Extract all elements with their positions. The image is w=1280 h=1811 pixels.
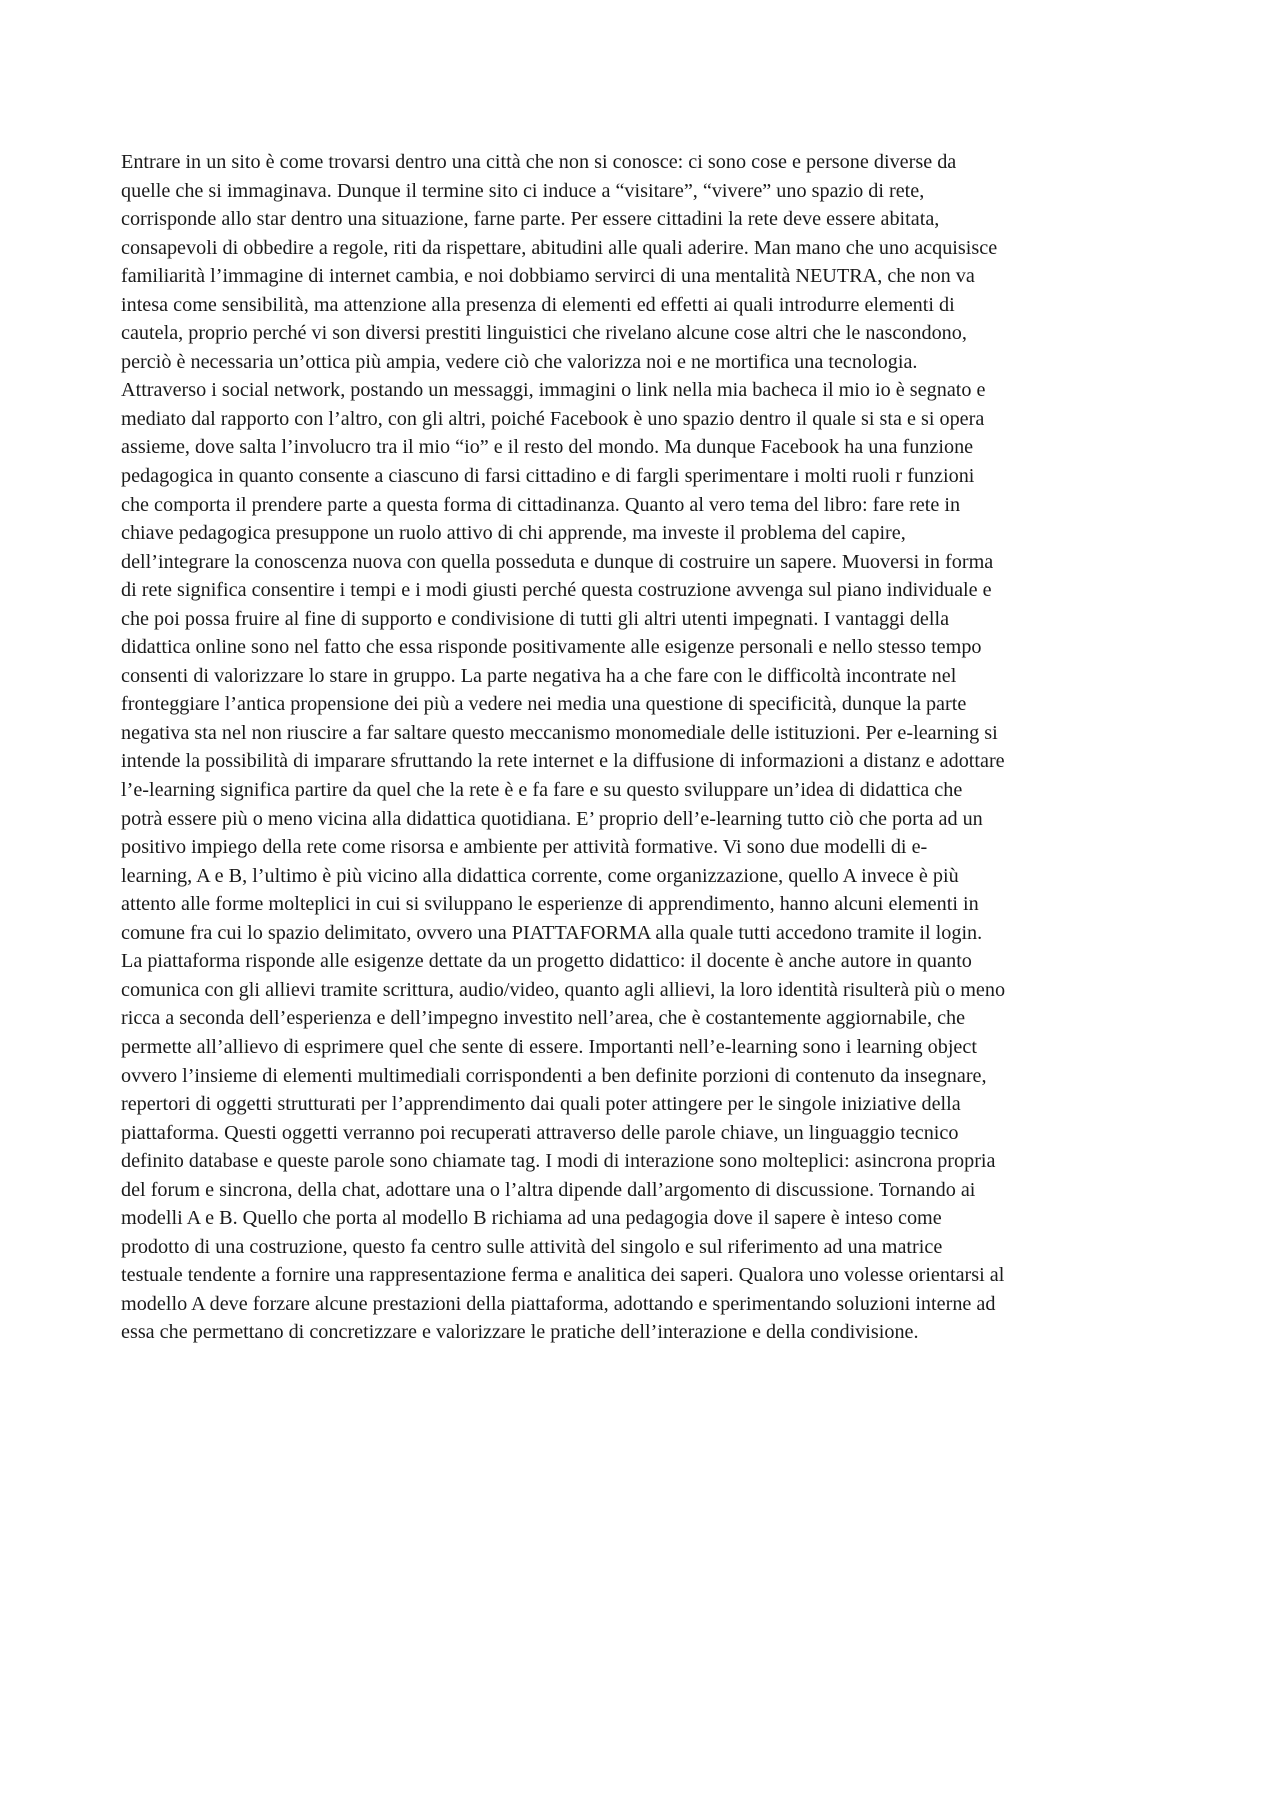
text-line: del forum e sincrona, della chat, adottare una o l’altra dipende dall’argomento di discussione. Tornando ai bbox=[121, 1178, 976, 1201]
text-line: che poi possa fruire al fine di supporto e condivisione di tutti gli altri utenti impegnati. I vantaggi della bbox=[121, 607, 950, 630]
text-line: Entrare in un sito è come trovarsi dentro una città che non si conosce: ci sono cose e persone diverse da bbox=[121, 151, 957, 173]
text-line: Attraverso i social network, postando un messaggi, immagini o link nella mia bacheca il mio io è segnato e bbox=[121, 379, 986, 402]
text-line: negativa sta nel non riuscire a far saltare questo meccanismo monomediale delle istituzioni. Per e-learning si bbox=[121, 721, 998, 744]
text-line: ricca a seconda dell’esperienza e dell’impegno investito nell’area, che è costantemente aggiornabile, che bbox=[121, 1007, 966, 1030]
text-line: corrisponde allo star dentro una situazione, farne parte. Per essere cittadini la rete deve essere abitata, bbox=[121, 208, 940, 231]
body-paragraph bbox=[121, 148, 1181, 1347]
text-line: chiave pedagogica presuppone un ruolo attivo di chi apprende, ma investe il problema del capire, bbox=[121, 522, 906, 545]
text-line: consapevoli di obbedire a regole, riti da rispettare, abitudini alle quali aderire. Man mano che uno acquisisce bbox=[121, 236, 998, 259]
text-line: cautela, proprio perché vi son diversi prestiti linguistici che rivelano alcune cose altri che le nascondono, bbox=[121, 322, 967, 345]
text-line: La piattaforma risponde alle esigenze dettate da un progetto didattico: il docente è anche autore in quanto bbox=[121, 950, 972, 973]
text-line: che comporta il prendere parte a questa forma di cittadinanza. Quanto al vero tema del libro: fare rete in bbox=[121, 493, 961, 516]
text-line: ovvero l’insieme di elementi multimediali corrispondenti a ben definite porzioni di contenuto da insegnare, bbox=[121, 1064, 987, 1087]
text-line: pedagogica in quanto consente a ciascuno di farsi cittadino e di fargli sperimentare i molti ruoli r funzioni bbox=[121, 465, 975, 488]
text-line: mediato dal rapporto con l’altro, con gli altri, poiché Facebook è uno spazio dentro il quale si sta e si opera bbox=[121, 407, 985, 430]
text-line: consenti di valorizzare lo stare in gruppo. La parte negativa ha a che fare con le difficoltà incontrate nel bbox=[121, 664, 957, 687]
text-line: repertori di oggetti strutturati per l’apprendimento dai quali poter attingere per le singole iniziative della bbox=[121, 1093, 961, 1116]
text-line: perciò è necessaria un’ottica più ampia, vedere ciò che valorizza noi e ne mortifica una tecnologia. bbox=[121, 350, 918, 373]
text-line: quelle che si immaginava. Dunque il termine sito ci induce a “visitare”, “vivere” uno spazio di rete, bbox=[121, 179, 925, 202]
text-line: testuale tendente a fornire una rappresentazione ferma e analitica dei saperi. Qualora uno volesse orientarsi al bbox=[121, 1264, 1005, 1287]
text-line: di rete significa consentire i tempi e i modi giusti perché questa costruzione avvenga sul piano individuale e bbox=[121, 579, 992, 602]
text-line: intende la possibilità di imparare sfruttando la rete internet e la diffusione di informazioni a distanz e adottare bbox=[121, 750, 1005, 773]
text-line: essa che permettano di concretizzare e valorizzare le pratiche dell’interazione e della condivisione. bbox=[121, 1321, 919, 1344]
text-line: prodotto di una costruzione, questo fa centro sulle attività del singolo e sul riferimento ad una matrice bbox=[121, 1235, 943, 1258]
text-line: learning, A e B, l’ultimo è più vicino alla didattica corrente, come organizzazione, quello A invece è più bbox=[121, 864, 959, 887]
text-line: comune fra cui lo spazio delimitato, ovvero una PIATTAFORMA alla quale tutti accedono tramite il login. bbox=[121, 921, 983, 944]
text-line: familiarità l’immagine di internet cambia, e noi dobbiamo servirci di una mentalità NEUTRA, che non va bbox=[121, 265, 975, 288]
text-line: definito database e queste parole sono chiamate tag. I modi di interazione sono molteplici: asincrona propria bbox=[121, 1150, 996, 1173]
text-line: dell’integrare la conoscenza nuova con quella posseduta e dunque di costruire un sapere. Muoversi in forma bbox=[121, 550, 994, 573]
text-line: intesa come sensibilità, ma attenzione alla presenza di elementi ed effetti ai quali introdurre elementi di bbox=[121, 293, 955, 316]
text-line: l’e-learning significa partire da quel che la rete è e fa fare e su questo sviluppare un’idea di didattica che bbox=[121, 779, 963, 802]
text-line: piattaforma. Questi oggetti verranno poi recuperati attraverso delle parole chiave, un linguaggio tecnico bbox=[121, 1121, 959, 1144]
text-line: comunica con gli allievi tramite scrittura, audio/video, quanto agli allievi, la loro identità risulterà più o meno bbox=[121, 978, 1006, 1001]
text-line: assieme, dove salta l’involucro tra il mio “io” e il resto del mondo. Ma dunque Facebook ha una funzione bbox=[121, 436, 974, 459]
text-line: attento alle forme molteplici in cui si sviluppano le esperienze di apprendimento, hanno alcuni elementi in bbox=[121, 893, 979, 916]
text-line: modello A deve forzare alcune prestazioni della piattaforma, adottando e sperimentando soluzioni interne ad bbox=[121, 1292, 996, 1315]
text-line: modelli A e B. Quello che porta al modello B richiama ad una pedagogia dove il sapere è inteso come bbox=[121, 1207, 942, 1230]
text-line: positivo impiego della rete come risorsa e ambiente per attività formative. Vi sono due modelli di e- bbox=[121, 836, 928, 859]
text-line: permette all’allievo di esprimere quel che sente di essere. Importanti nell’e-learning sono i learning object bbox=[121, 1035, 977, 1058]
text-line: didattica online sono nel fatto che essa risponde positivamente alle esigenze personali e nello stesso tempo bbox=[121, 636, 982, 659]
text-line: potrà essere più o meno vicina alla didattica quotidiana. E’ proprio dell’e-learning tutto ciò che porta ad un bbox=[121, 807, 983, 830]
text-line: fronteggiare l’antica propensione dei più a vedere nei media una questione di specificità, dunque la parte bbox=[121, 693, 967, 716]
